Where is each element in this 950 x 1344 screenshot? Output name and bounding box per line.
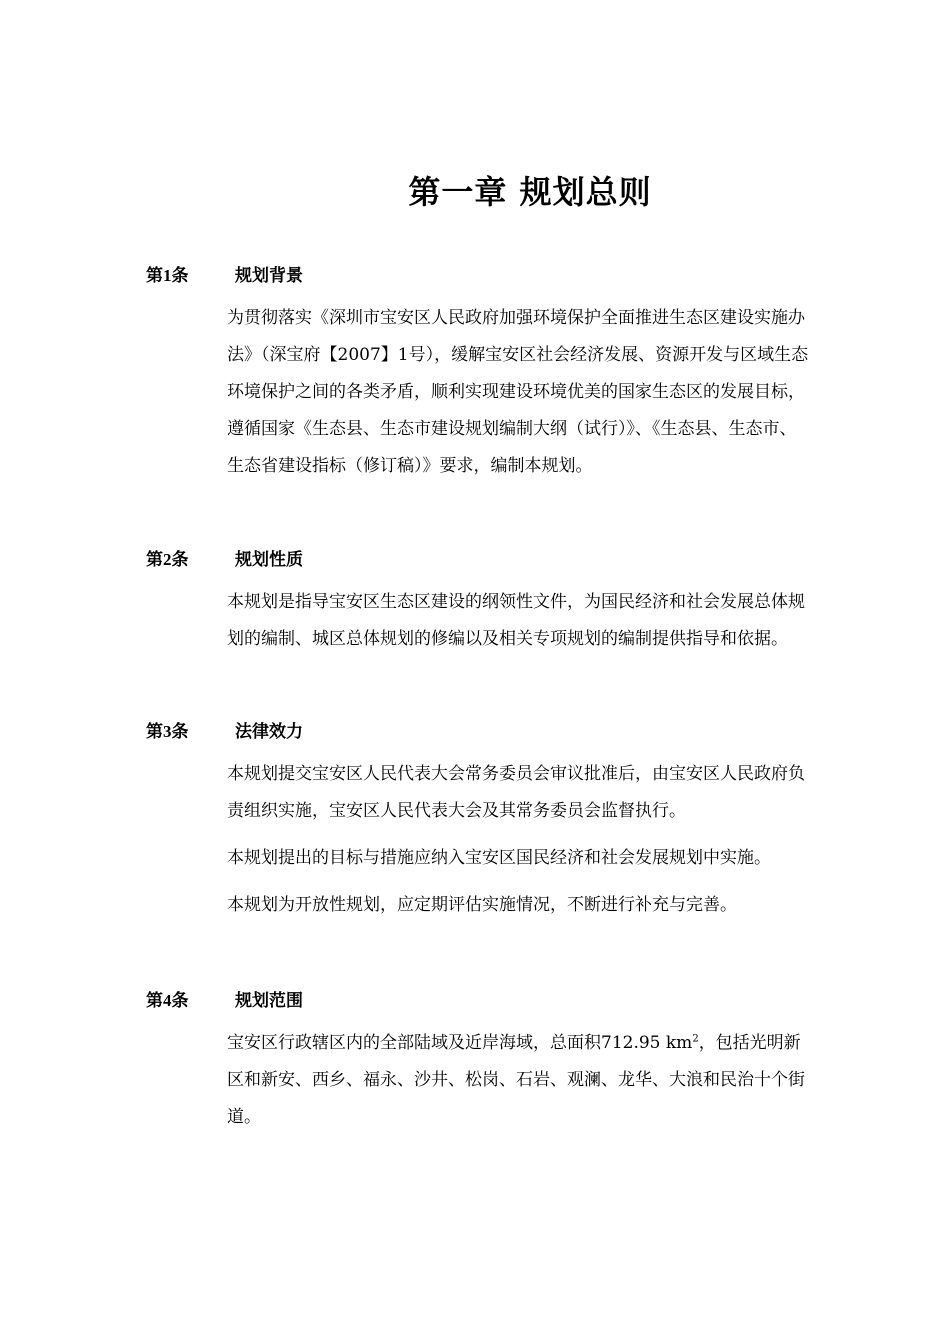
article-2 [146,542,816,658]
article-body [146,756,809,924]
paragraph: 为贯彻落实《深圳市宝安区人民政府加强环境保护全面推进生态区建设实施办法》（深宝府【2007】1号），缓解宝安区社会经济发展、资源开发与区域生态环境保护之间的各类矛盾，顺利实现建设环境优美的国家生态区的发展目标，遵循国家《生态县、生态市建设规划编制大纲（试行）》、《生态县、生态市、生态省建设指标（修订稿）》要求，编制本规划。 [227,308,809,476]
chapter-title: 第一章 规划总则 [408,173,652,211]
article-number: 第1条 [146,265,189,285]
article-title: 规划范围 [235,990,303,1011]
article-heading [146,542,816,572]
article-body [146,584,809,658]
article-heading [146,258,816,288]
article-number: 第4条 [146,990,189,1010]
article-number: 第3条 [146,721,189,741]
article-1 [146,258,816,485]
article-4 [146,983,816,1136]
paragraph-text-tail: ，包括光明新区和新安、西乡、福永、沙井、松岗、石岩、观澜、龙华、大浪和民治十个街道。 [227,1033,805,1127]
article-title: 规划性质 [235,549,303,570]
article-3 [146,714,816,924]
article-number: 第2条 [146,549,189,569]
paragraph: 本规划提交宝安区人民代表大会常务委员会审议批准后，由宝安区人民政府负责组织实施，宝安区人民代表大会及其常务委员会监督执行。 [227,764,805,821]
article-title: 规划背景 [235,265,303,286]
article-title: 法律效力 [235,721,303,742]
article-heading [146,983,816,1013]
article-body [146,300,809,485]
paragraph: 本规划提出的目标与措施应纳入宝安区国民经济和社会发展规划中实施。 [227,848,771,868]
area-unit-superscript: 2 [692,1033,699,1045]
article-body [146,1025,809,1136]
paragraph [227,1025,809,1136]
paragraph-text: 宝安区行政辖区内的全部陆域及近岸海域，总面积712.95 km [227,1033,693,1053]
article-heading [146,714,816,744]
paragraph: 本规划是指导宝安区生态区建设的纲领性文件，为国民经济和社会发展总体规划的编制、城区总体规划的修编以及相关专项规划的编制提供指导和依据。 [227,592,805,649]
paragraph: 本规划为开放性规划，应定期评估实施情况，不断进行补充与完善。 [227,895,737,915]
